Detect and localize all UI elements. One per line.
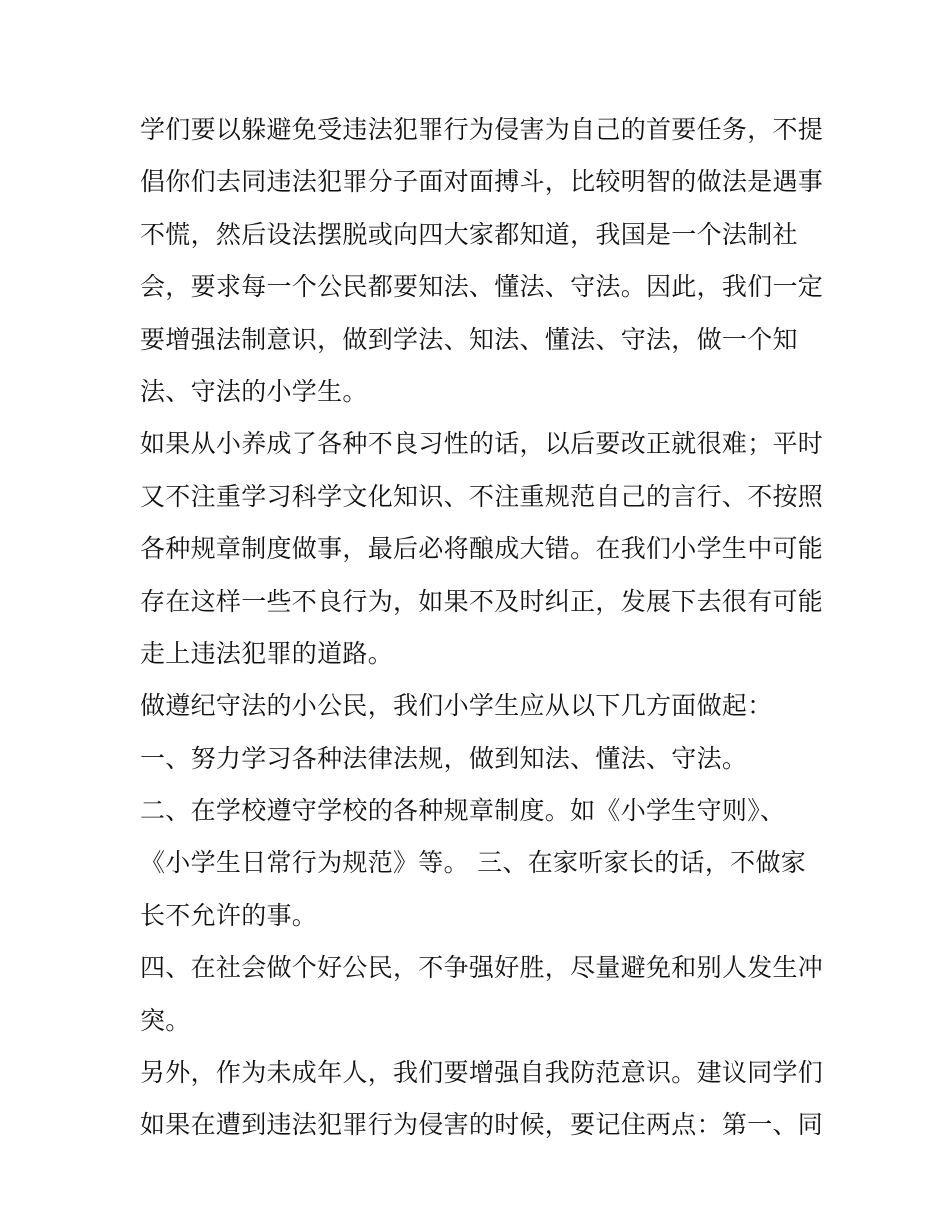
text-line: 突。	[140, 1005, 191, 1035]
text-line: 会，要求每一个公民都要知法、懂法、守法。因此，我们一定	[140, 272, 824, 302]
text-line: 不慌，然后设法摆脱或向四大家都知道，我国是一个法制社	[140, 219, 798, 249]
text-line: 另外，作为未成年人，我们要增强自我防范意识。建议同学们	[140, 1058, 824, 1088]
text-line: 如果在遭到违法犯罪行为侵害的时候，要记住两点：第一、同	[140, 1110, 824, 1140]
text-line: 走上违法犯罪的道路。	[140, 638, 394, 668]
text-line: 一、努力学习各种法律法规，做到知法、懂法、守法。	[140, 743, 748, 773]
text-line: 二、在学校遵守学校的各种规章制度。如《小学生守则》、	[140, 796, 786, 826]
text-line: 做遵纪守法的小公民，我们小学生应从以下几方面做起：	[140, 691, 773, 721]
text-line: 长不允许的事。	[140, 900, 318, 930]
text-line: 四、在社会做个好公民，不争强好胜，尽量避免和别人发生冲	[140, 953, 824, 983]
text-line: 法、守法的小学生。	[140, 376, 368, 406]
text-line: 要增强法制意识，做到学法、知法、懂法、守法，做一个知	[140, 324, 798, 354]
document-body	[140, 104, 824, 1152]
text-line: 各种规章制度做事，最后必将酿成大错。在我们小学生中可能	[140, 534, 824, 564]
text-line: 学们要以躲避免受违法犯罪行为侵害为自己的首要任务，不提	[140, 115, 824, 144]
text-line: 如果从小养成了各种不良习性的话，以后要改正就很难；平时	[140, 429, 824, 459]
text-line: 又不注重学习科学文化知识、不注重规范自己的言行、不按照	[140, 481, 824, 511]
text-line: 存在这样一些不良行为，如果不及时纠正，发展下去很有可能	[140, 586, 824, 616]
text-line: 倡你们去同违法犯罪分子面对面搏斗，比较明智的做法是遇事	[140, 167, 824, 197]
text-line: 《小学生日常行为规范》等。 三、在家听家长的话，不做家	[140, 848, 807, 878]
